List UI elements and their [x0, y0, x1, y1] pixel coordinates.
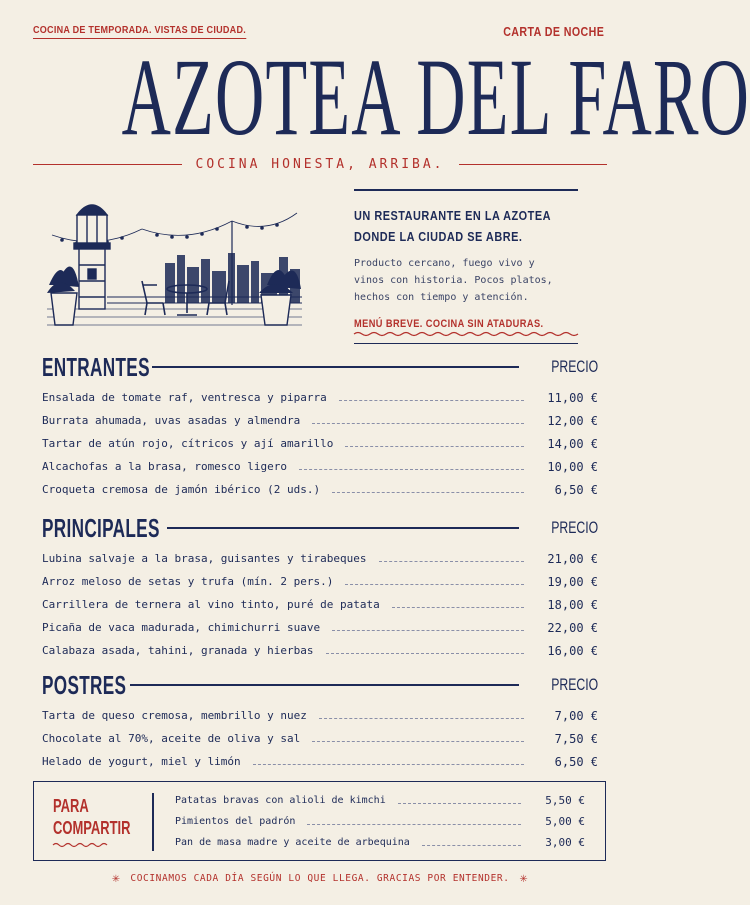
- section-postres: [42, 671, 598, 773]
- section-title: POSTRES: [42, 669, 127, 700]
- intro-headline-line-1: UN RESTAURANTE EN LA AZOTEA: [354, 207, 552, 223]
- menu-item: [42, 704, 598, 727]
- item-list: [42, 386, 598, 501]
- price-column-label: PRECIO: [551, 675, 598, 694]
- menu-item: [42, 727, 598, 750]
- item-price: 14,00 €: [547, 436, 598, 451]
- menu-item: [42, 750, 598, 773]
- leader-dots: [307, 824, 521, 825]
- subtitle-rule-right: [459, 164, 608, 166]
- intro-rule-bottom: [354, 343, 578, 345]
- asterisk-star-icon: ✳: [519, 871, 529, 886]
- leader-dots: [253, 764, 524, 765]
- footer-text: COCINAMOS CADA DÍA SEGÚN LO QUE LLEGA. GRACIAS POR ENTENDER.: [130, 873, 510, 884]
- item-price: 21,00 €: [547, 551, 598, 566]
- leader-dots: [332, 492, 524, 493]
- price-column-label: PRECIO: [551, 357, 598, 376]
- item-price: 19,00 €: [547, 574, 598, 589]
- item-name: Lubina salvaje a la brasa, guisantes y tirabeques: [42, 552, 367, 565]
- section-rule: [152, 366, 519, 368]
- subtitle: COCINA HONESTA, ARRIBA.: [195, 157, 445, 172]
- menu-item: [42, 639, 598, 662]
- item-list: [42, 547, 598, 662]
- intro-headline-line-2: DONDE LA CIUDAD SE ABRE.: [354, 228, 523, 244]
- leader-dots: [332, 630, 524, 631]
- item-name: Patatas bravas con alioli de kimchi: [175, 795, 386, 806]
- leader-dots: [345, 584, 524, 585]
- item-price: 22,00 €: [547, 620, 598, 635]
- item-name: Croqueta cremosa de jamón ibérico (2 uds.): [42, 483, 321, 496]
- item-name: Calabaza asada, tahini, granada y hierbas: [42, 644, 314, 657]
- item-name: Picaña de vaca madurada, chimichurri suave: [42, 621, 321, 634]
- item-price: 7,50 €: [554, 731, 598, 746]
- item-price: 12,00 €: [547, 413, 598, 428]
- item-name: Pan de masa madre y aceite de arbequina: [175, 837, 410, 848]
- item-price: 10,00 €: [547, 459, 598, 474]
- section-header: [42, 353, 598, 381]
- menu-item: [175, 811, 585, 832]
- section-entrantes: [42, 353, 598, 501]
- item-name: Helado de yogurt, miel y limón: [42, 755, 241, 768]
- restaurant-title: AZOTEA DEL FARO: [121, 36, 750, 158]
- item-name: Alcachofas a la brasa, romesco ligero: [42, 460, 288, 473]
- price-column-label: PRECIO: [551, 518, 598, 537]
- item-price: 18,00 €: [547, 597, 598, 612]
- footer: [0, 871, 640, 886]
- item-name: Pimientos del padrón: [175, 816, 296, 827]
- share-label: [53, 795, 131, 839]
- menu-item: [42, 616, 598, 639]
- share-divider: [152, 793, 154, 851]
- intro-body-line-1: Producto cercano, fuego vivo y: [354, 257, 535, 269]
- section-header: [42, 514, 598, 542]
- tagline: COCINA DE TEMPORADA. VISTAS DE CIUDAD.: [33, 24, 246, 39]
- section-title: PRINCIPALES: [42, 512, 160, 543]
- share-label-line-1: PARA: [53, 796, 89, 816]
- leader-dots: [326, 653, 524, 654]
- menu-type-label: CARTA DE NOCHE: [502, 24, 604, 39]
- menu-item: [42, 409, 598, 432]
- intro-rule-top: [354, 189, 578, 191]
- leader-dots: [379, 561, 524, 562]
- leader-dots: [345, 446, 524, 447]
- item-price: 11,00 €: [547, 390, 598, 405]
- rooftop-illustration: [47, 185, 302, 335]
- share-box: [33, 781, 606, 861]
- leader-dots: [398, 803, 521, 804]
- menu-item: [175, 832, 585, 853]
- leader-dots: [339, 400, 524, 401]
- leader-dots: [392, 607, 524, 608]
- intro-body-line-3: hechos con tiempo y atención.: [354, 291, 529, 303]
- wavy-underline: [354, 331, 578, 337]
- menu-item: [42, 570, 598, 593]
- item-name: Arroz meloso de setas y trufa (mín. 2 pers.): [42, 575, 334, 588]
- leader-dots: [319, 718, 524, 719]
- intro-body: [354, 255, 578, 306]
- section-title: ENTRANTES: [42, 351, 150, 382]
- item-price: 16,00 €: [547, 643, 598, 658]
- menu-item: [42, 386, 598, 409]
- intro-block: [354, 189, 578, 344]
- leader-dots: [312, 423, 524, 424]
- section-principales: [42, 514, 598, 662]
- subtitle-rule-left: [33, 164, 182, 166]
- menu-item: [42, 478, 598, 501]
- item-price: 5,50 €: [545, 794, 585, 807]
- intro-headline: [354, 205, 572, 247]
- item-name: Tarta de queso cremosa, membrillo y nuez: [42, 709, 307, 722]
- menu-item: [42, 593, 598, 616]
- item-name: Carrillera de ternera al vino tinto, puré de patata: [42, 598, 380, 611]
- item-name: Tartar de atún rojo, cítricos y ají amarillo: [42, 437, 334, 450]
- item-price: 3,00 €: [545, 836, 585, 849]
- section-rule: [167, 527, 519, 529]
- share-item-list: [175, 790, 585, 853]
- item-name: Ensalada de tomate raf, ventresca y piparra: [42, 391, 327, 404]
- leader-dots: [299, 469, 524, 470]
- menu-item: [175, 790, 585, 811]
- item-name: Chocolate al 70%, aceite de oliva y sal: [42, 732, 301, 745]
- item-name: Burrata ahumada, uvas asadas y almendra: [42, 414, 301, 427]
- item-price: 7,00 €: [554, 708, 598, 723]
- item-price: 5,00 €: [545, 815, 585, 828]
- leader-dots: [312, 741, 524, 742]
- asterisk-star-icon: ✳: [111, 871, 121, 886]
- leader-dots: [422, 845, 521, 846]
- menu-item: [42, 547, 598, 570]
- menu-item: [42, 432, 598, 455]
- intro-tagline: MENÚ BREVE. COCINA SIN ATADURAS.: [354, 317, 544, 330]
- item-price: 6,50 €: [554, 754, 598, 769]
- section-rule: [130, 684, 519, 686]
- item-list: [42, 704, 598, 773]
- share-wavy-underline: [53, 842, 107, 848]
- menu-item: [42, 455, 598, 478]
- intro-body-line-2: vinos con historia. Pocos platos,: [354, 274, 553, 286]
- subtitle-row: [33, 157, 607, 172]
- section-header: [42, 671, 598, 699]
- item-price: 6,50 €: [554, 482, 598, 497]
- share-label-line-2: COMPARTIR: [53, 818, 131, 838]
